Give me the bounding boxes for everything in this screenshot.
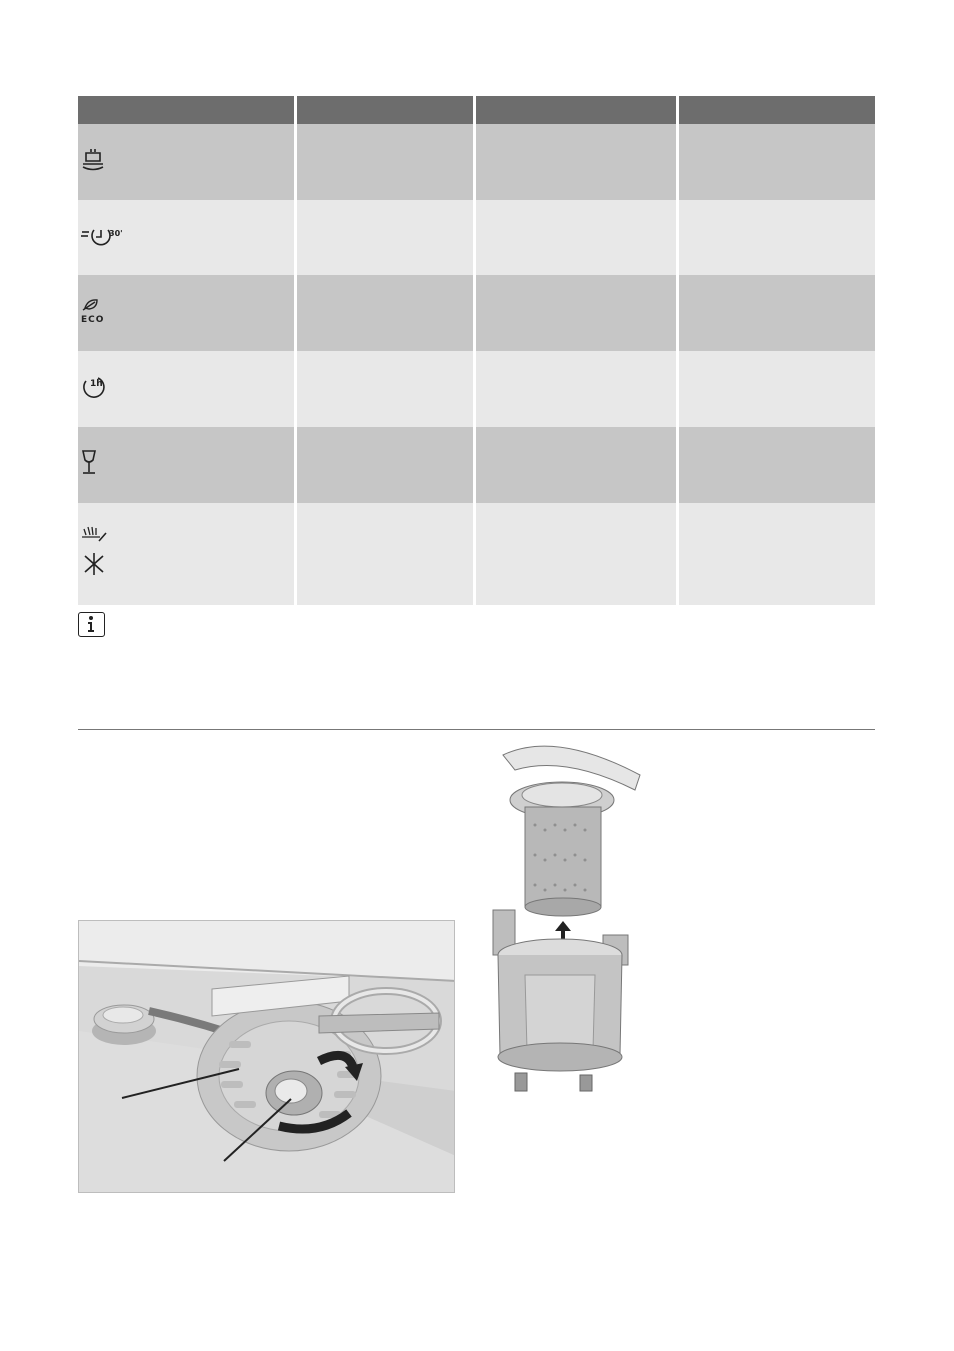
table-cell xyxy=(78,351,294,427)
table-cell xyxy=(679,124,875,200)
one-hour-icon xyxy=(80,372,110,402)
table-header-row xyxy=(78,96,875,124)
table-row xyxy=(78,275,875,351)
table-cell xyxy=(297,351,473,427)
svg-text:30': 30' xyxy=(109,229,123,238)
quick-30-icon xyxy=(80,222,128,250)
glass-icon xyxy=(80,449,100,477)
section-divider xyxy=(78,729,875,730)
table-row xyxy=(78,200,875,275)
table-cell xyxy=(476,351,676,427)
table-cell xyxy=(297,427,473,503)
svg-text:1h: 1h xyxy=(90,379,103,389)
table-header-cell xyxy=(78,96,294,124)
table-cell xyxy=(476,427,676,503)
table-cell xyxy=(78,427,294,503)
rinse-hold-icon xyxy=(80,525,114,581)
table-cell xyxy=(297,275,473,351)
eco-leaf-icon xyxy=(80,296,110,326)
table-row xyxy=(78,351,875,427)
table-header-cell xyxy=(476,96,676,124)
table-row xyxy=(78,124,875,200)
table-cell xyxy=(679,427,875,503)
table-header-cell xyxy=(297,96,473,124)
table-header-cell xyxy=(679,96,875,124)
table-cell xyxy=(297,503,473,605)
table-cell xyxy=(679,503,875,605)
intensive-wash-icon xyxy=(80,146,106,174)
info-icon xyxy=(78,612,105,637)
programme-table xyxy=(78,96,875,605)
table-cell xyxy=(679,275,875,351)
table-cell xyxy=(679,200,875,275)
table-cell xyxy=(476,275,676,351)
table-cell xyxy=(78,275,294,351)
table-cell xyxy=(679,351,875,427)
table-cell xyxy=(78,124,294,200)
table-row xyxy=(78,427,875,503)
table-cell xyxy=(476,200,676,275)
svg-text:ECO: ECO xyxy=(81,315,105,325)
table-cell xyxy=(476,124,676,200)
table-row xyxy=(78,503,875,605)
filter-assembly-illustration xyxy=(485,735,650,1100)
table-cell xyxy=(297,200,473,275)
table-cell xyxy=(476,503,676,605)
table-cell xyxy=(297,124,473,200)
filter-removal-photo xyxy=(78,920,455,1193)
